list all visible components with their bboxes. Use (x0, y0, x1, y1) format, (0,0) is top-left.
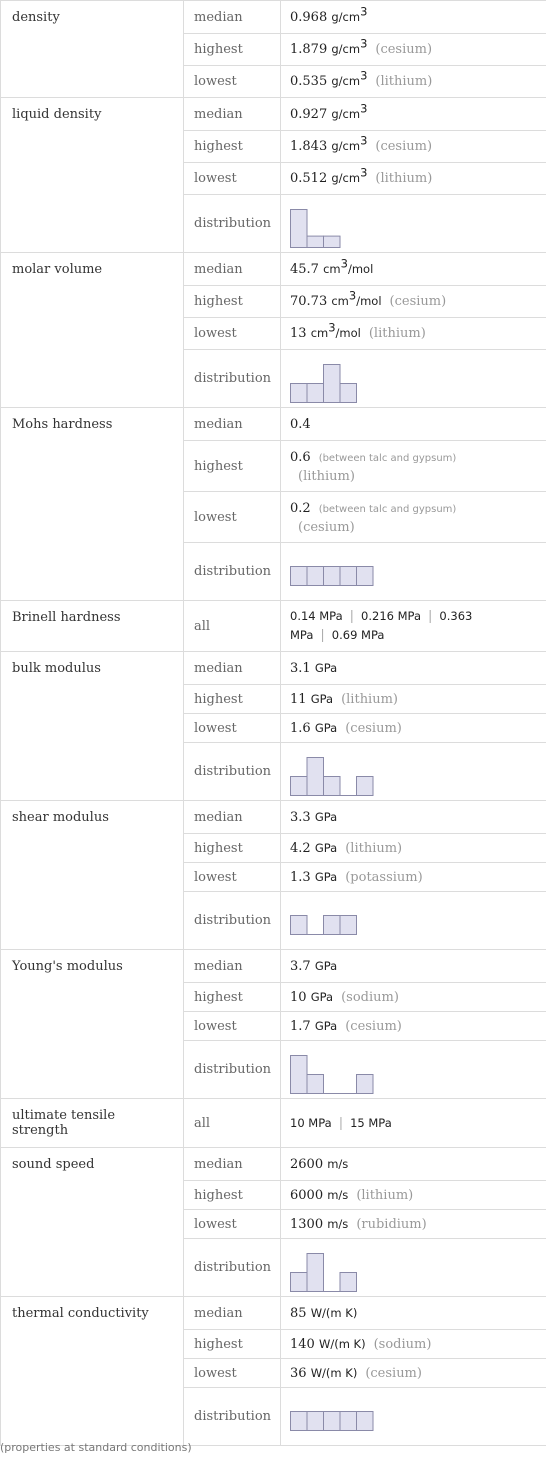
stat-value-cell (281, 66, 546, 98)
element-note: (lithium) (368, 326, 426, 341)
value-number: 1.3 (290, 869, 311, 885)
stat-value-cell (281, 1359, 546, 1388)
histogram-bar (340, 567, 357, 586)
property-name: Brinell hardness (1, 601, 184, 652)
element-note: (cesium) (375, 139, 433, 154)
stat-label: median (184, 408, 281, 441)
separator: | (338, 1115, 344, 1131)
unit-exponent: 3 (360, 4, 368, 19)
stat-value-cell (281, 892, 546, 950)
footnote: (properties at standard conditions) (0, 1441, 192, 1454)
value-unit: g/cm (331, 106, 361, 121)
histogram-bar (324, 776, 341, 795)
histogram-bar (324, 567, 341, 586)
separator: | (320, 628, 325, 643)
stat-label: highest (184, 1181, 281, 1210)
value-number: 11 (290, 691, 307, 707)
stat-value-cell (281, 1210, 546, 1239)
unit-exponent: 3 (360, 133, 368, 148)
element-note: (rubidium) (356, 1216, 427, 1232)
list-value: 0.363 (439, 609, 473, 623)
table-row (1, 1, 546, 34)
stat-value-cell (281, 1181, 546, 1210)
stat-label: median (184, 652, 281, 685)
histogram-bar (340, 916, 357, 935)
value-number: 85 (290, 1305, 307, 1321)
stat-label: median (184, 950, 281, 983)
value-unit: cm (331, 294, 349, 308)
stat-value-cell (281, 950, 546, 983)
value-number: 6000 (290, 1187, 324, 1203)
value-unit: g/cm (331, 171, 361, 185)
histogram-bar (291, 209, 308, 247)
element-note: (cesium) (345, 720, 402, 736)
value-number: 1.6 (290, 720, 311, 736)
value-unit: cm (323, 261, 341, 276)
stat-value-cell (281, 1148, 546, 1181)
stat-value-cell (281, 983, 546, 1012)
element-note: (cesium) (375, 42, 433, 57)
stat-label: lowest (184, 163, 281, 195)
value-number: 45.7 (290, 261, 319, 277)
element-note: (cesium) (365, 1365, 422, 1381)
stat-label: median (184, 1148, 281, 1181)
value-unit: GPa (314, 840, 338, 855)
stat-value-cell (281, 743, 546, 801)
description-note: (between talc and gypsum) (318, 453, 457, 464)
stat-label: all (184, 1099, 281, 1148)
element-note: (lithium) (375, 74, 433, 89)
stat-label: highest (184, 34, 281, 66)
value-unit-suffix: /mol (347, 261, 374, 276)
table-row (1, 601, 546, 652)
stat-value-cell (281, 1099, 546, 1148)
separator: | (428, 609, 433, 624)
value-number: 0.535 (290, 74, 328, 89)
stat-label: distribution (184, 892, 281, 950)
histogram-bar (291, 383, 308, 402)
list-value: 10 MPa (290, 1115, 332, 1130)
separator: | (349, 609, 355, 624)
value-number: 3.1 (290, 660, 311, 676)
element-note: (lithium) (345, 840, 403, 856)
stat-label: highest (184, 1330, 281, 1359)
stat-label: highest (184, 131, 281, 163)
stat-label: distribution (184, 1041, 281, 1099)
table-row (1, 253, 546, 286)
value-unit: W/(m K) (310, 1365, 358, 1380)
stat-label: highest (184, 286, 281, 318)
stat-label: median (184, 1297, 281, 1330)
histogram-bar (291, 1272, 308, 1291)
unit-exponent: 3 (348, 288, 357, 303)
stat-value-cell (281, 1297, 546, 1330)
value-unit-suffix: /mol (335, 326, 361, 340)
value-number: 36 (290, 1365, 307, 1381)
distribution-histogram (290, 1252, 358, 1292)
value-number: 1.843 (290, 139, 328, 154)
stat-value-cell (281, 1239, 546, 1297)
value-unit: g/cm (331, 9, 361, 24)
value-unit: W/(m K) (310, 1305, 358, 1320)
histogram-bar (357, 1074, 374, 1093)
value-unit: GPa (314, 660, 338, 675)
value-number: 10 (290, 989, 307, 1005)
stat-value-cell (281, 1388, 546, 1446)
stat-label: distribution (184, 1239, 281, 1297)
histogram-bar (324, 1412, 341, 1431)
value-unit: m/s (327, 1156, 349, 1171)
stat-label: highest (184, 834, 281, 863)
stat-value-cell (281, 163, 546, 195)
element-note: (potassium) (345, 869, 423, 885)
stat-value-cell (281, 1330, 546, 1359)
distribution-histogram (290, 1410, 375, 1431)
unit-exponent: 3 (360, 68, 368, 83)
stat-value-cell (281, 408, 546, 441)
distribution-histogram (290, 1054, 375, 1094)
stat-label: lowest (184, 1359, 281, 1388)
value-number: 1300 (290, 1216, 324, 1232)
histogram-bar (307, 1074, 324, 1093)
list-value: 15 MPa (350, 1115, 392, 1130)
list-value: 0.216 MPa (361, 609, 422, 623)
stat-value-cell (281, 195, 546, 253)
stat-label: lowest (184, 66, 281, 98)
stat-label: lowest (184, 714, 281, 743)
value-unit: g/cm (331, 139, 361, 153)
distribution-histogram (290, 565, 375, 586)
value-unit: W/(m K) (318, 1336, 366, 1351)
element-note: (cesium) (389, 294, 447, 309)
value-unit: cm (310, 326, 329, 340)
histogram-bar (307, 383, 324, 402)
stat-label: lowest (184, 318, 281, 350)
element-note: (lithium) (341, 691, 398, 707)
distribution-histogram (290, 914, 358, 935)
list-value: 0.69 MPa (331, 628, 385, 642)
value-unit: GPa (314, 1018, 338, 1033)
histogram-bar (340, 1272, 357, 1291)
histogram-bar (307, 1412, 324, 1431)
stat-label: distribution (184, 743, 281, 801)
distribution-histogram (290, 756, 375, 796)
distribution-histogram (290, 363, 358, 403)
value-number: 0.512 (290, 171, 328, 186)
stat-value-cell (281, 801, 546, 834)
unit-exponent: 3 (360, 165, 368, 180)
value-number: 0.927 (290, 106, 328, 122)
value-unit: GPa (314, 869, 338, 884)
value-unit: GPa (314, 809, 338, 824)
value-number: 3.7 (290, 958, 311, 974)
histogram-bar (324, 236, 341, 247)
distribution-histogram (290, 208, 342, 248)
stat-label: all (184, 601, 281, 652)
value-unit: GPa (314, 958, 338, 973)
histogram-bar (291, 916, 308, 935)
stat-label: highest (184, 441, 281, 492)
stat-value-cell (281, 1, 546, 34)
unit-exponent: 3 (328, 320, 336, 335)
table-row (1, 98, 546, 131)
property-name: thermal conductivity (1, 1297, 184, 1446)
unit-exponent: 3 (360, 36, 368, 51)
value-number: 0.6 (290, 450, 311, 465)
value-unit: GPa (310, 691, 334, 706)
histogram-bar (357, 567, 374, 586)
stat-label: highest (184, 983, 281, 1012)
value-number: 0.2 (290, 501, 311, 516)
stat-label: distribution (184, 1388, 281, 1446)
stat-value-cell (281, 543, 546, 601)
element-note: (sodium) (341, 989, 399, 1005)
stat-value-cell (281, 652, 546, 685)
value-unit: g/cm (331, 74, 361, 88)
description-note: (between talc and gypsum) (318, 504, 457, 515)
stat-value-cell (281, 286, 546, 318)
histogram-bar (291, 776, 308, 795)
value-number: 0.4 (290, 416, 311, 432)
stat-value-cell (281, 863, 546, 892)
value-number: 1.879 (290, 42, 328, 57)
histogram-bar (291, 567, 308, 586)
value-unit: GPa (310, 989, 334, 1004)
histogram-bar (357, 1412, 374, 1431)
stat-value-cell (281, 131, 546, 163)
histogram-bar (307, 757, 324, 795)
table-row (1, 408, 546, 441)
element-note: (lithium) (356, 1187, 414, 1203)
stat-value-cell (281, 1012, 546, 1041)
histogram-bar (307, 236, 324, 247)
stat-value-cell (281, 318, 546, 350)
histogram-bar (291, 1412, 308, 1431)
histogram-bar (291, 1055, 308, 1093)
value-number: 4.2 (290, 840, 311, 856)
value-unit: GPa (314, 720, 338, 735)
stat-label: median (184, 98, 281, 131)
value-unit: m/s (327, 1187, 349, 1202)
table-row (1, 1297, 546, 1330)
stat-label: distribution (184, 195, 281, 253)
stat-label: highest (184, 685, 281, 714)
stat-label: distribution (184, 543, 281, 601)
stat-label: median (184, 1, 281, 34)
stat-value-cell (281, 98, 546, 131)
unit-exponent: 3 (340, 256, 348, 271)
value-unit: m/s (327, 1216, 349, 1231)
stat-value-cell (281, 1041, 546, 1099)
stat-value-cell (281, 714, 546, 743)
value-number: 140 (290, 1336, 315, 1352)
stat-value-cell (281, 601, 546, 652)
element-note: (lithium) (298, 469, 355, 484)
stat-value-cell (281, 492, 546, 543)
stat-label: lowest (184, 492, 281, 543)
histogram-bar (357, 776, 374, 795)
stat-label: distribution (184, 350, 281, 408)
histogram-bar (307, 1253, 324, 1291)
property-name: Young's modulus (1, 950, 184, 1099)
property-name: density (1, 1, 184, 98)
property-name: molar volume (1, 253, 184, 408)
histogram-bar (324, 364, 341, 402)
property-name: bulk modulus (1, 652, 184, 801)
histogram-bar (340, 1412, 357, 1431)
table-row (1, 652, 546, 685)
stat-label: lowest (184, 1012, 281, 1041)
stat-label: median (184, 253, 281, 286)
value-number: 0.968 (290, 9, 328, 25)
property-name: liquid density (1, 98, 184, 253)
table-row (1, 1148, 546, 1181)
value-unit: g/cm (331, 42, 361, 56)
property-name: shear modulus (1, 801, 184, 950)
value-number: 13 (290, 326, 307, 341)
property-name: sound speed (1, 1148, 184, 1297)
element-note: (lithium) (375, 171, 433, 186)
stat-label: lowest (184, 1210, 281, 1239)
histogram-bar (340, 383, 357, 402)
stat-value-cell (281, 253, 546, 286)
stat-value-cell (281, 834, 546, 863)
value-number: 70.73 (290, 294, 328, 309)
property-name: ultimate tensile strength (1, 1099, 184, 1148)
element-note: (cesium) (345, 1018, 402, 1034)
stat-label: lowest (184, 863, 281, 892)
table-row (1, 1099, 546, 1148)
histogram-bar (324, 916, 341, 935)
element-note: (cesium) (298, 520, 355, 535)
table-row (1, 801, 546, 834)
stat-value-cell (281, 34, 546, 66)
value-number: 3.3 (290, 809, 311, 825)
stat-value-cell (281, 685, 546, 714)
list-value: MPa (290, 628, 314, 642)
value-number: 1.7 (290, 1018, 311, 1034)
value-number: 2600 (290, 1156, 324, 1172)
list-value: 0.14 MPa (290, 609, 343, 623)
table-row (1, 950, 546, 983)
stat-value-cell (281, 441, 546, 492)
property-name: Mohs hardness (1, 408, 184, 601)
stat-label: median (184, 801, 281, 834)
stat-value-cell (281, 350, 546, 408)
element-note: (sodium) (373, 1336, 432, 1352)
unit-exponent: 3 (360, 101, 368, 116)
value-unit-suffix: /mol (356, 294, 382, 308)
histogram-bar (307, 567, 324, 586)
